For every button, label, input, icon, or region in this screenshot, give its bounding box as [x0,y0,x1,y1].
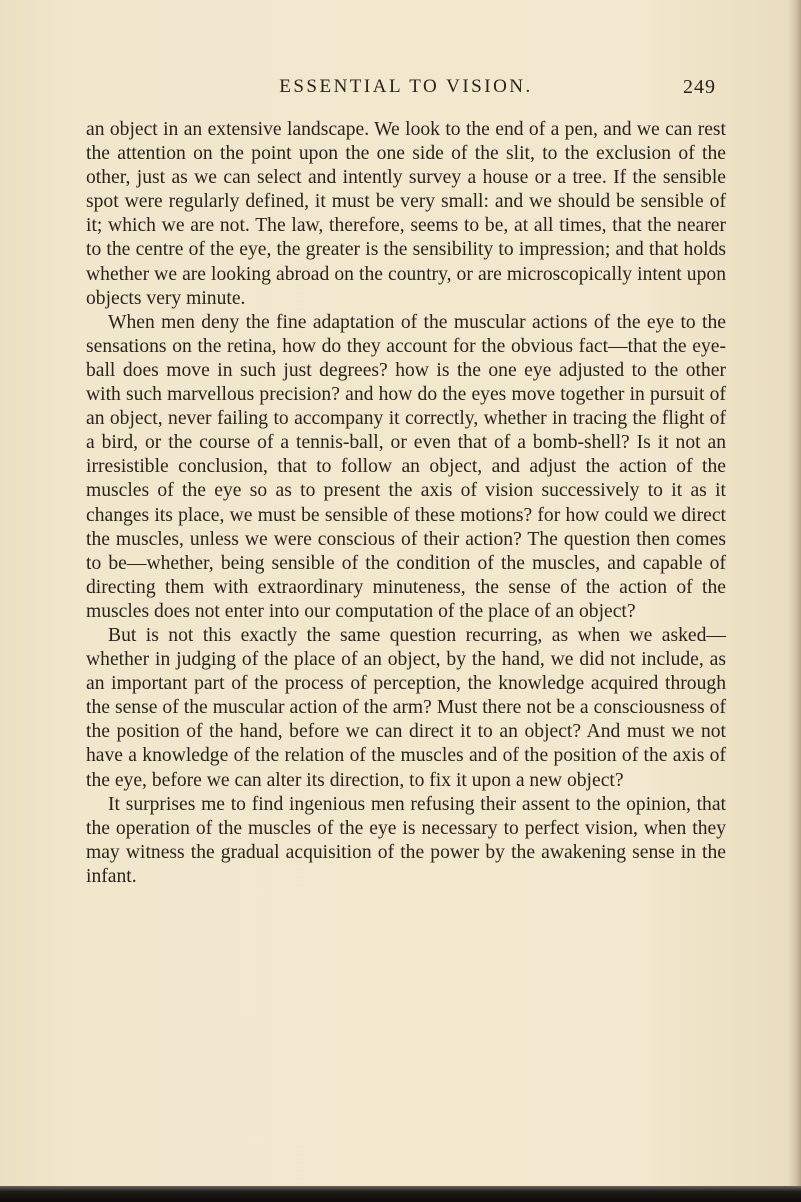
paragraph: an object in an extensive landscape. We look to the end of a pen, and we can rest the attention on the point upon the one side of the slit, to the exclusion of the other, just as we can select and intently survey a house or a tree. If the sensible spot were regularly defined, it must be very small: and we should be sensible of it; which we are not. The law, therefore, seems to be, at all times, that the nearer to the centre of the eye, the greater is the sensibility to impression; and that holds whether we are looking abroad on the country, or are microscopically intent upon objects very minute. [86,119,726,309]
page-bottom-edge [0,1186,801,1202]
paragraph: But is not this exactly the same question recurring, as when we asked—whether in judging of the place of an object, by the hand, we did not include, as an important part of the process of perception, the knowledge acquired through the sense of the muscular action of the arm? Must there not be a consciousness of the position of the hand, before we can direct it to an object? And must we not have a knowledge of the relation of the muscles and of the position of the axis of the eye, before we can alter its direction, to fix it upon a new object? [86,624,726,791]
page-gutter-shadow [787,0,801,1202]
body-text [86,118,726,889]
page-header [86,76,726,102]
page-number: 249 [683,76,716,98]
paragraph: When men deny the fine adaptation of the muscular actions of the eye to the sensations on the retina, how do they account for the obvious fact—that the eye-ball does move in such just degrees? how is the one eye adjusted to the other with such marvellous precision? and how do the eyes move together in pursuit of an object, never failing to accompany it correctly, whether in tracing the flight of a bird, or the course of a tennis-ball, or even that of a bomb-shell? Is it not an irresistible conclusion, that to follow an object, and adjust the action of the muscles of the eye so as to present the axis of vision successively to it as it changes its place, we must be sensible of these motions? for how could we direct the muscles, unless we were conscious of their action? The question then comes to be—whether, being sensible of the condition of the muscles, and capable of directing them with extraordinary minuteness, the sense of the action of the muscles does not enter into our computation of the place of an object? [86,311,726,622]
paragraph: It surprises me to find ingenious men refusing their assent to the opinion, that the operation of the muscles of the eye is necessary to perfect vision, when they may witness the gradual acquisition of the power by the awakening sense in the infant. [86,793,726,887]
running-head: ESSENTIAL TO VISION. [279,76,533,97]
